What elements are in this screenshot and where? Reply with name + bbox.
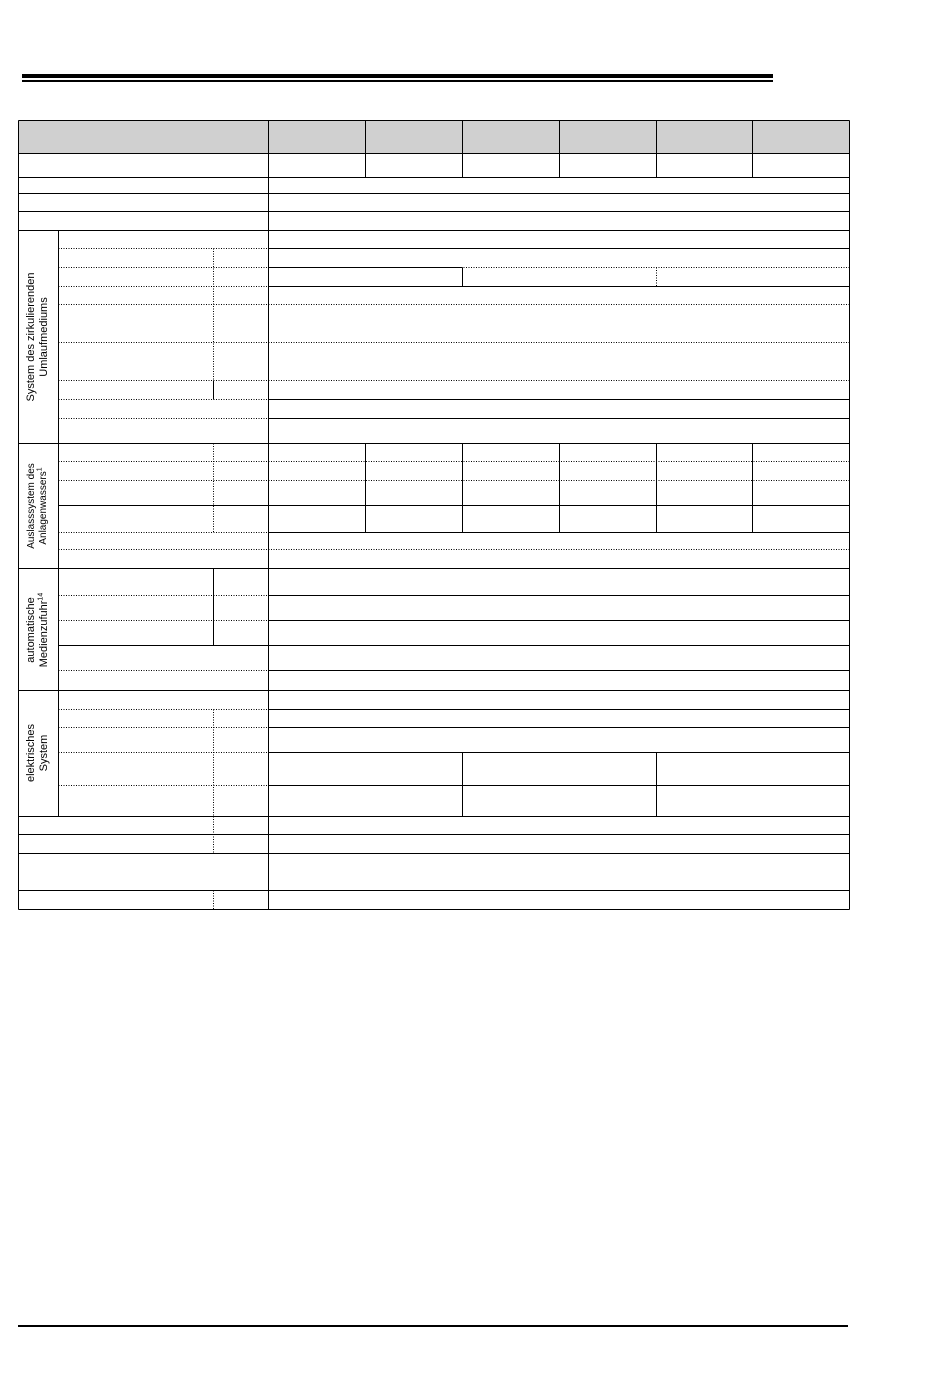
section-label-medien [25, 593, 51, 667]
section-label-medien-line2: Medienzufuhr [38, 600, 50, 668]
section-label-elektrisch-line2: System [38, 734, 50, 772]
section-label-umlauf [25, 272, 51, 401]
table-header-fill [18, 120, 849, 153]
section-label-auslass-line1: Auslasssystem des [26, 463, 37, 549]
section-label-auslass-footnote: 1 [36, 467, 44, 472]
section-label-elektrisch-line1: elektrisches [25, 723, 37, 783]
section-label-auslass [26, 463, 50, 549]
section-label-medien-line1: automatische [25, 597, 37, 663]
section-label-medien-footnote: 14 [37, 592, 45, 601]
section-label-umlauf-line1: System des zirkulierenden [25, 272, 37, 402]
section-label-umlauf-line2: Umlaufmediums [38, 297, 50, 377]
section-label-elektrisch [25, 724, 51, 782]
section-label-auslass-line2: Anlagenwassers [38, 471, 49, 545]
footer-rule [18, 1325, 848, 1327]
